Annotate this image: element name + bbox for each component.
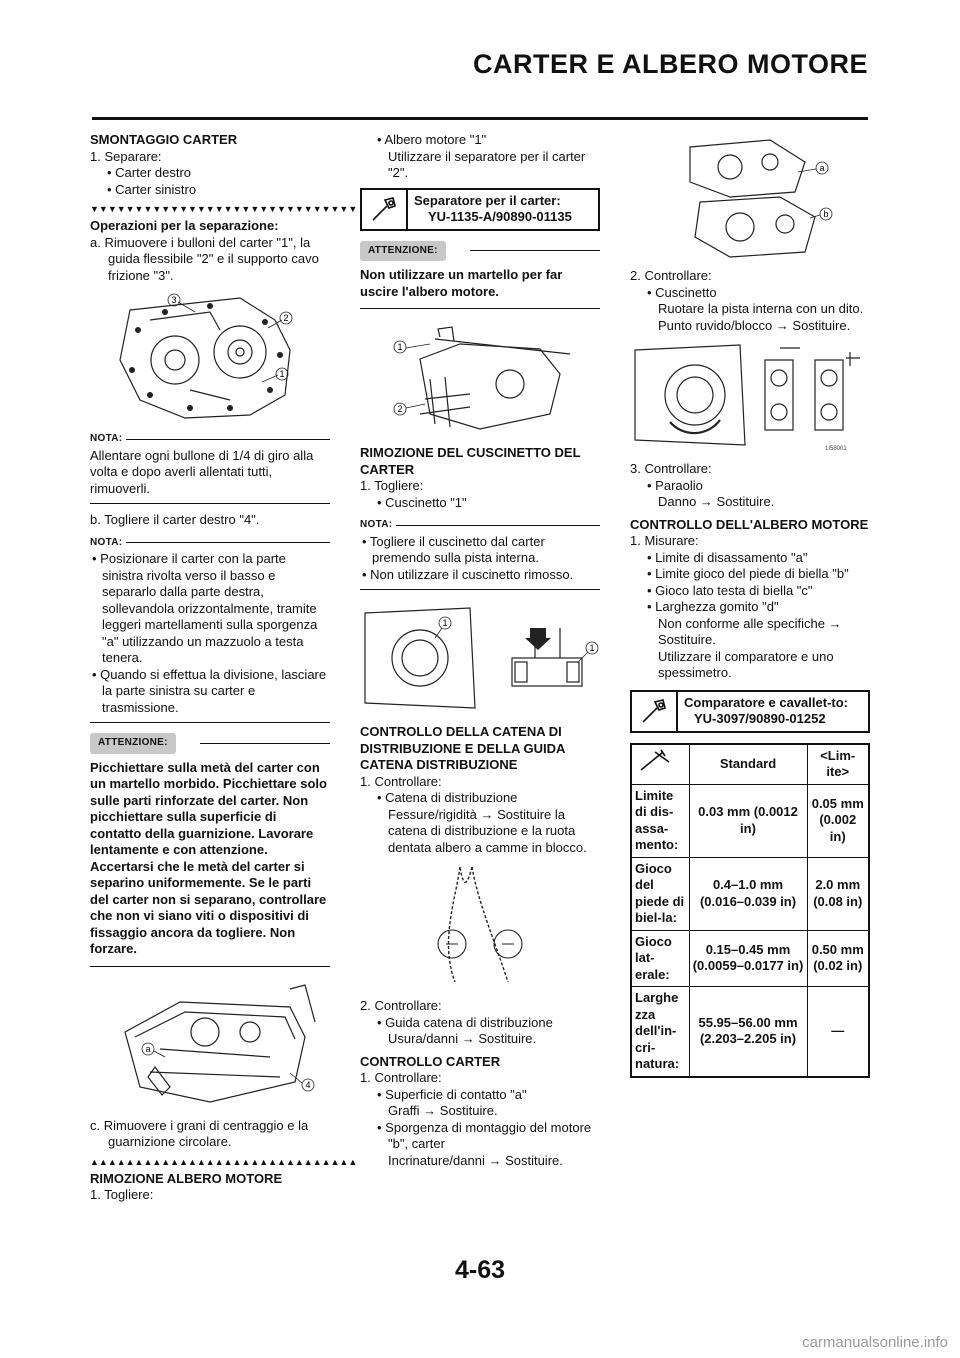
callout-1: 1 xyxy=(589,643,595,653)
bullet-cuscinetto: • Cuscinetto "1" xyxy=(377,494,467,510)
figure-crankcase-halves xyxy=(630,132,870,262)
step-separare: 1. Separare: xyxy=(90,148,162,164)
figure-bearing-removal xyxy=(360,598,600,718)
attention-1-text: Picchiettare sulla metà del carter con un martello morbido. Picchiettare solo sulle parti rinforzate del carter. Non picchiettare sulla superficie di contatto della guarnizione. Lavorare lentamente e con attenzione. Accertarsi che le metà del carter si separino uniformemente. Se le parti del carter non si separano, controllare che non vi siano viti o dispositivi di fissaggio ancora da togliere. Non forzare. xyxy=(90,759,327,956)
attention-2-text: Non utilizzare un martello per far uscire l'albero motore. xyxy=(360,267,563,299)
bullet-larghezza-gomito: • Larghezza gomito "d" xyxy=(647,599,779,614)
spec-limit: 0.05 mm (0.002 in) xyxy=(807,784,869,857)
figure-crankshaft-removal xyxy=(360,319,600,439)
callout-2: 2 xyxy=(283,313,289,323)
bullet-sporgenza: • Sporgenza di montaggio del motore "b", carter xyxy=(377,1119,592,1151)
bullet-larghezza-detail-3: Utilizzare il comparatore e uno spessimetro. xyxy=(658,648,834,680)
note-3-bullet-2: • Non utilizzare il cuscinetto rimosso. xyxy=(362,566,574,582)
spec-standard: 0.4–1.0 mm (0.016–0.039 in) xyxy=(689,857,807,930)
callout-3: 3 xyxy=(171,295,177,305)
callout-1: 1 xyxy=(442,618,448,628)
callout-1: 1 xyxy=(397,342,403,352)
bullet-guida-catena-detail: Usura/danni → Sostituire. xyxy=(388,1031,537,1046)
note-label: NOTA: xyxy=(90,433,123,444)
page-title: CARTER E ALBERO MOTORE xyxy=(472,49,868,79)
spec-standard: 0.15–0.45 mm (0.0059–0.0177 in) xyxy=(689,930,807,987)
triangle-divider-start: ▼▼▼▼▼▼▼▼▼▼▼▼▼▼▼▼▼▼▼▼▼▼▼▼▼▼▼▼▼▼ xyxy=(90,204,358,214)
step-controllare-guida: 2. Controllare: xyxy=(360,998,442,1013)
tool-box-comparatore xyxy=(630,690,870,733)
special-tool-icon xyxy=(632,692,678,731)
spec-label: Larghe zza dell'in-cri-natura: xyxy=(631,987,689,1077)
step-b: b. Togliere il carter destro "4". xyxy=(90,512,260,527)
attention-2-header xyxy=(360,241,600,262)
bullet-carter-sinistro: • Carter sinistro xyxy=(107,181,197,197)
bullet-albero-motore-detail: Utilizzare il separatore per il carter "2". xyxy=(388,148,586,180)
operations-heading: Operazioni per la separazione: xyxy=(90,218,279,233)
bullet-carter-destro: • Carter destro xyxy=(107,165,192,180)
attention-1-header xyxy=(90,733,330,754)
bullet-larghezza-detail: Non conforme alle specifiche → xyxy=(658,615,842,631)
spec-label: Gioco del piede di biel-la: xyxy=(631,857,689,930)
column-1 xyxy=(90,132,358,1204)
figure-crankcase-separation xyxy=(90,977,330,1112)
figure-bearing-check xyxy=(630,340,870,455)
section-heading-controllo-albero: CONTROLLO DELL'ALBERO MOTORE xyxy=(630,516,869,532)
attention-label: ATTENZIONE: xyxy=(360,241,446,262)
spec-row xyxy=(631,784,869,857)
callout-2: 2 xyxy=(397,404,403,414)
triangle-divider-end: ▲▲▲▲▲▲▲▲▲▲▲▲▲▲▲▲▲▲▲▲▲▲▲▲▲▲▲▲▲▲ xyxy=(90,1156,358,1167)
column-2 xyxy=(360,132,600,1169)
bullet-guida-catena: • Guida catena di distribuzione xyxy=(377,1014,553,1030)
spec-standard: 0.03 mm (0.0012 in) xyxy=(689,784,807,857)
page-number: 4-63 xyxy=(454,1256,506,1284)
note-3-bullet-1: • Togliere il cuscinetto dal carter premendo sulla pista interna. xyxy=(362,533,545,565)
spec-label: Limite di dis-assa-mento: xyxy=(631,784,689,857)
tool-2-title: Comparatore e cavallet-to: xyxy=(684,694,848,710)
callout-4: 4 xyxy=(305,1079,311,1090)
bullet-cuscinetto: • Cuscinetto xyxy=(647,284,717,300)
tool-2-code: YU-3097/90890-01252 xyxy=(694,711,826,726)
spec-limit: 2.0 mm (0.08 in) xyxy=(807,857,869,930)
tool-1-title: Separatore per il carter: xyxy=(414,192,561,208)
special-tool-icon xyxy=(362,190,408,229)
bullet-larghezza-detail-2: Sostituire. xyxy=(658,632,716,647)
figure-crankcase-bolts xyxy=(90,290,330,425)
spec-header-limit: <Lim-ite> xyxy=(807,744,869,785)
note-2-bullet-2: • Quando si effettua la divisione, lasciare la parte sinistra su carter e trasmissione. xyxy=(92,666,327,715)
note-1 xyxy=(90,431,330,504)
note-1-text: Allentare ogni bullone di 1/4 di giro alla volta e dopo averli allentati tutti, rimuoverli. xyxy=(90,447,314,496)
watermark: carmanualsonline.info xyxy=(802,1334,948,1351)
tool-1-code: YU-1135-A/90890-01135 xyxy=(428,209,572,224)
section-heading-controllo-carter: CONTROLLO CARTER xyxy=(360,1053,501,1069)
step-togliere-cuscinetto: 1. Togliere: xyxy=(360,478,424,493)
section-heading-catena: CONTROLLO DELLA CATENA DI DISTRIBUZIONE E DELLA GUIDA CATENA DISTRIBUZIONE xyxy=(360,724,565,772)
bullet-disassamento: • Limite di disassamento "a" xyxy=(647,549,808,565)
bullet-superficie-detail: Graffi → Sostituire. xyxy=(388,1103,498,1118)
note-label: NOTA: xyxy=(90,536,123,548)
bullet-gioco-testa: • Gioco lato testa di biella "c" xyxy=(647,582,813,598)
tool-box-separatore xyxy=(360,188,600,231)
step-controllare-catena: 1. Controllare: xyxy=(360,773,442,789)
spec-header-row xyxy=(631,744,869,785)
spec-limit: — xyxy=(807,987,869,1077)
section-heading-rimozione-albero: RIMOZIONE ALBERO MOTORE xyxy=(90,1170,283,1186)
bullet-paraolio-detail: Danno → Sostituire. xyxy=(658,494,775,509)
step-controllare-cuscinetto: 2. Controllare: xyxy=(630,268,712,283)
step-togliere: 1. Togliere: xyxy=(90,1187,154,1202)
spec-label: Gioco lat-erale: xyxy=(631,930,689,987)
step-c: c. Rimuovere i grani di centraggio e la guarnizione circolare. xyxy=(90,1117,309,1149)
spec-header-standard: Standard xyxy=(689,744,807,785)
bullet-superficie: • Superficie di contatto "a" xyxy=(377,1086,527,1102)
step-controllare-paraolio: 3. Controllare: xyxy=(630,461,712,476)
bullet-cuscinetto-detail: Ruotare la pista interna con un dito. xyxy=(658,301,864,316)
callout-1: 1 xyxy=(279,369,285,379)
callout-a: a xyxy=(819,163,825,173)
spec-row xyxy=(631,857,869,930)
section-heading-rimozione-cuscinetto: RIMOZIONE DEL CUSCINETTO DEL CARTER xyxy=(360,445,581,477)
column-3 xyxy=(630,132,870,1078)
spec-row xyxy=(631,987,869,1077)
bullet-catena-detail: Fessure/rigidità → Sostituire la catena di distribuzione e la ruota dentata albero a camme in blocco. xyxy=(388,806,587,855)
bullet-catena: • Catena di distribuzione xyxy=(377,790,518,805)
spec-table xyxy=(630,743,870,1078)
step-controllare-carter: 1. Controllare: xyxy=(360,1070,442,1085)
spec-row xyxy=(631,930,869,987)
bullet-albero-motore: • Albero motore "1" xyxy=(377,132,487,147)
step-misurare: 1. Misurare: xyxy=(630,533,699,548)
spec-limit: 0.50 mm (0.02 in) xyxy=(807,930,869,987)
note-label: NOTA: xyxy=(360,519,393,530)
note-3 xyxy=(360,517,600,590)
callout-b: b xyxy=(823,209,829,219)
bullet-paraolio: • Paraolio xyxy=(647,477,703,493)
spec-standard: 55.95–56.00 mm (2.203–2.205 in) xyxy=(689,987,807,1077)
bullet-sporgenza-detail: Incrinature/danni → Sostituire. xyxy=(388,1152,563,1168)
figure-code: 1I58001 xyxy=(825,446,847,452)
caliper-icon xyxy=(631,744,689,785)
figure-timing-chain xyxy=(360,862,600,992)
note-2 xyxy=(90,535,330,724)
note-2-bullet-1: • Posizionare il carter con la parte sinistra rivolta verso il basso e separarlo dalla parte destra, sollevandola orizzontalmente, tramite leggeri martellamenti sulla sporgenza "a" utilizzando un mazzuolo a testa tenera. xyxy=(92,551,318,665)
bullet-gioco-piede: • Limite gioco del piede di biella "b" xyxy=(647,566,849,581)
attention-label: ATTENZIONE: xyxy=(90,733,176,754)
title-rule xyxy=(92,117,868,120)
bullet-cuscinetto-detail-2: Punto ruvido/blocco → Sostituire. xyxy=(658,317,851,333)
section-heading-smontaggio: SMONTAGGIO CARTER xyxy=(90,132,238,147)
callout-a: a xyxy=(145,1043,151,1054)
step-a: a. Rimuovere i bulloni del carter "1", la guida flessibile "2" e il supporto cavo frizione "3". xyxy=(90,234,319,283)
